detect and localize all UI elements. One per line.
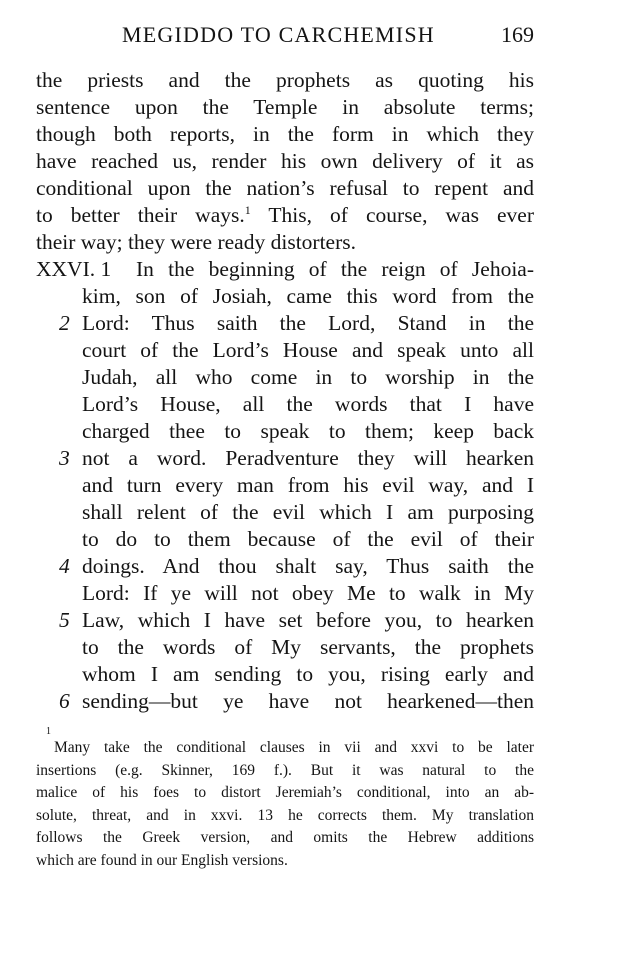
verse-line: shall relent of the evil which I am purposing xyxy=(82,500,534,524)
verse-line: Lord’s House, all the words that I have xyxy=(82,392,534,416)
verse-line: whom I am sending to you, rising early and xyxy=(82,662,534,686)
verse-line: 6 sending—but ye have not hearkened—then xyxy=(59,689,534,713)
footnote-line: solute, threat, and in xxvi. 13 he corrects them. My translation xyxy=(36,806,534,824)
verse-line: 4 doings. And thou shalt say, Thus saith the xyxy=(59,554,534,578)
footnote-line: 1 Many take the conditional clauses in vii and xxvi to be later xyxy=(46,726,534,756)
page-number: 169 xyxy=(501,22,534,47)
prose-line: the priests and the prophets as quoting his xyxy=(36,68,534,92)
running-head: MEGIDDO TO CARCHEMISH xyxy=(122,22,435,47)
verse-line: Judah, all who come in to worship in the xyxy=(82,365,534,389)
prose-line: though both reports, in the form in which they xyxy=(36,122,534,146)
footnote-line: malice of his foes to distort Jeremiah’s conditional, into an ab- xyxy=(36,784,534,801)
verse-line: Lord: If ye will not obey Me to walk in My xyxy=(82,581,534,605)
verse-line: 2 Lord: Thus saith the Lord, Stand in the xyxy=(59,311,534,335)
footnote xyxy=(36,726,534,872)
verse-text: In the beginning of the reign of Jehoia- xyxy=(136,257,534,281)
verse-line: 5 Law, which I have set before you, to hearken xyxy=(59,608,534,632)
verse-number: 2 xyxy=(59,311,70,335)
verse-line: to the words of My servants, the prophets xyxy=(82,635,534,659)
page-header xyxy=(36,22,534,52)
verse-line: kim, son of Josiah, came this word from the xyxy=(82,284,534,308)
chapter-line xyxy=(36,256,534,283)
prose-line: their way; they were ready distorters. xyxy=(36,230,356,254)
verse-line: charged thee to speak to them; keep back xyxy=(82,419,534,443)
footnote-reference: 1 xyxy=(244,202,251,217)
verse-number: 4 xyxy=(59,554,70,578)
footnote-line: insertions (e.g. Skinner, 169 f.). But it was natural to the xyxy=(36,761,534,779)
verse-number: 3 xyxy=(59,446,70,470)
verse-line: court of the Lord’s House and speak unto all xyxy=(82,338,534,362)
verse-number: 5 xyxy=(59,608,70,632)
prose-line: conditional upon the nation’s refusal to repent and xyxy=(36,176,534,200)
prose-line: sentence upon the Temple in absolute terms; xyxy=(36,95,534,119)
verse-line: 3 not a word. Peradventure they will hearken xyxy=(59,446,534,470)
verse-line: and turn every man from his evil way, and I xyxy=(82,473,534,497)
verse-line: to do to them because of the evil of their xyxy=(82,527,534,551)
footnote-line: follows the Greek version, and omits the Hebrew additions xyxy=(36,829,534,846)
body-text xyxy=(36,67,534,715)
prose-line: have reached us, render his own delivery of it as xyxy=(36,149,534,173)
prose-line: to better their ways.$^1$ This, of course, was ever xyxy=(36,202,534,227)
verse-number: 6 xyxy=(59,689,70,713)
chapter-number: XXVI. 1 xyxy=(36,257,112,281)
footnote-line: which are found in our English versions. xyxy=(36,851,288,869)
